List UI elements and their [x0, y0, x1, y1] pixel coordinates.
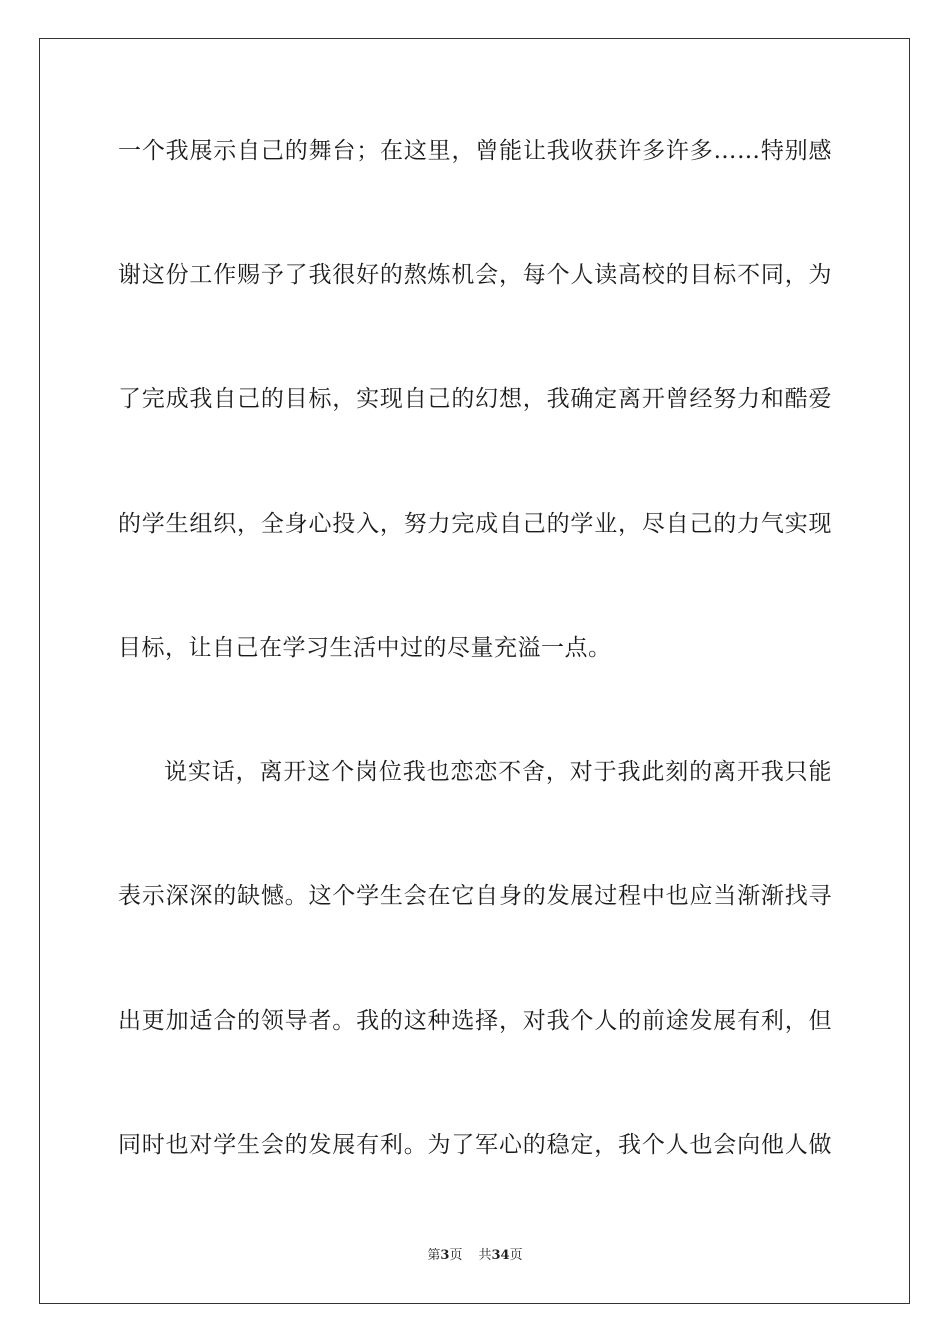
total-pages: 34: [491, 1248, 510, 1263]
body-text-line: 说实话，离开这个岗位我也恋恋不舍，对于我此刻的离开我只能: [164, 759, 832, 785]
body-text-line: 同时也对学生会的发展有利。为了军心的稳定，我个人也会向他人做: [118, 1132, 832, 1158]
body-text-line: 谢这份工作赐予了我很好的熬炼机会，每个人读高校的目标不同，为: [118, 262, 832, 288]
total-prefix: 共: [478, 1248, 492, 1263]
body-text-line: 了完成我自己的目标，实现自己的幻想，我确定离开曾经努力和酷爱: [118, 386, 832, 412]
page-suffix: 页: [449, 1248, 463, 1263]
page-prefix: 第: [427, 1248, 441, 1263]
body-text-line: 出更加适合的领导者。我的这种选择，对我个人的前途发展有利，但: [118, 1008, 832, 1034]
page-footer: [0, 1247, 950, 1265]
total-suffix: 页: [509, 1248, 523, 1263]
page-border: [39, 38, 910, 1304]
body-text-line: 一个我展示自己的舞台；在这里，曾能让我收获许多许多……特别感: [118, 138, 832, 164]
body-text-line: 表示深深的缺憾。这个学生会在它自身的发展过程中也应当渐渐找寻: [118, 883, 832, 909]
body-text-line: 的学生组织，全身心投入，努力完成自己的学业，尽自己的力气实现: [118, 511, 832, 537]
body-text-line: 目标，让自己在学习生活中过的尽量充溢一点。: [118, 635, 612, 661]
page-number: 3: [440, 1248, 450, 1263]
